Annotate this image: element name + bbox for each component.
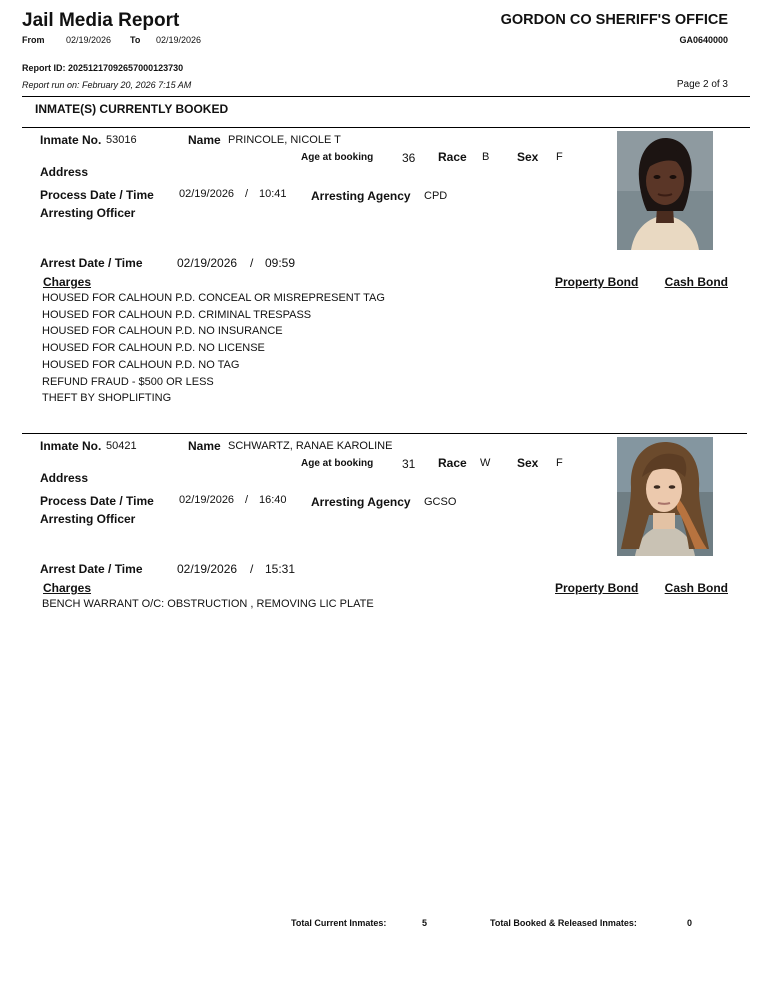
agency-code: GA0640000 xyxy=(679,35,728,45)
address-label: Address xyxy=(40,165,89,179)
race-label: Race xyxy=(438,150,467,164)
agency-label: Arresting Agency xyxy=(311,495,411,509)
from-label: From xyxy=(22,35,45,45)
cash-bond-heading: Cash Bond xyxy=(664,581,728,595)
charge-item: HOUSED FOR CALHOUN P.D. CONCEAL OR MISREPRESENT TAG xyxy=(42,292,385,304)
arrest-label: Arrest Date / Time xyxy=(40,562,143,576)
section-title: INMATE(S) CURRENTLY BOOKED xyxy=(35,102,229,116)
process-label: Process Date / Time xyxy=(40,494,154,508)
age-label: Age at booking xyxy=(301,458,374,469)
report-title: Jail Media Report xyxy=(22,10,180,31)
inmate-race: B xyxy=(482,151,490,163)
agency-name: GORDON CO SHERIFF'S OFFICE xyxy=(500,12,728,28)
report-id: Report ID: 20251217092657000123730 xyxy=(22,63,184,73)
inmate-sex: F xyxy=(556,151,563,163)
arrest-slash: / xyxy=(250,256,254,270)
charges-heading: Charges xyxy=(43,275,92,289)
record-divider xyxy=(22,433,747,434)
sex-label: Sex xyxy=(517,150,539,164)
charge-item: HOUSED FOR CALHOUN P.D. NO TAG xyxy=(42,358,240,371)
name-label: Name xyxy=(188,133,221,147)
inmate-number: 53016 xyxy=(106,134,137,146)
inmate-mugshot xyxy=(617,131,713,250)
inmate-name: PRINCOLE, NICOLE T xyxy=(228,134,341,146)
total-current-label: Total Current Inmates: xyxy=(291,918,387,928)
charge-item: BENCH WARRANT O/C: OBSTRUCTION , REMOVING LIC PLATE xyxy=(42,598,374,610)
charge-item: HOUSED FOR CALHOUN P.D. NO INSURANCE xyxy=(42,325,283,338)
total-released-value: 0 xyxy=(687,918,693,928)
inmate-no-label: Inmate No. xyxy=(40,439,102,453)
arrest-slash: / xyxy=(250,562,254,576)
inmate-number: 50421 xyxy=(106,440,137,452)
page-number: Page 2 of 3 xyxy=(676,79,728,90)
property-bond-heading: Property Bond xyxy=(555,581,639,595)
process-date: 02/19/2026 xyxy=(179,494,235,506)
arresting-agency: CPD xyxy=(424,190,448,202)
to-date: 02/19/2026 xyxy=(156,35,202,45)
inmate-age: 36 xyxy=(402,151,416,165)
agency-label: Arresting Agency xyxy=(311,189,411,203)
charge-item: HOUSED FOR CALHOUN P.D. NO LICENSE xyxy=(42,342,265,355)
arrest-time: 15:31 xyxy=(265,562,296,576)
age-label: Age at booking xyxy=(301,152,374,163)
section-divider xyxy=(22,127,750,128)
arrest-date: 02/19/2026 xyxy=(177,562,238,576)
process-slash: / xyxy=(245,188,249,200)
inmate-mugshot xyxy=(617,437,713,556)
race-label: Race xyxy=(438,456,467,470)
inmate-race: W xyxy=(480,457,491,469)
charges-list xyxy=(42,290,385,407)
process-date: 02/19/2026 xyxy=(179,188,235,200)
charge-item: REFUND FRAUD - $500 OR LESS xyxy=(42,375,214,388)
sex-label: Sex xyxy=(517,456,539,470)
process-time: 16:40 xyxy=(259,494,287,506)
from-date: 02/19/2026 xyxy=(66,35,112,45)
name-label: Name xyxy=(188,439,221,453)
arrest-date: 02/19/2026 xyxy=(177,256,238,270)
officer-label: Arresting Officer xyxy=(40,206,136,220)
charges-heading: Charges xyxy=(43,581,92,595)
inmate-name: SCHWARTZ, RANAE KAROLINE xyxy=(228,440,393,452)
arresting-agency: GCSO xyxy=(424,496,457,508)
to-label: To xyxy=(130,35,141,45)
process-slash: / xyxy=(245,494,249,506)
inmate-no-label: Inmate No. xyxy=(40,133,102,147)
report-run-on: Report run on: February 20, 2026 7:15 AM xyxy=(22,80,192,90)
address-label: Address xyxy=(40,471,89,485)
total-released-label: Total Booked & Released Inmates: xyxy=(490,918,637,928)
arrest-time: 09:59 xyxy=(265,256,296,270)
inmate-age: 31 xyxy=(402,457,416,471)
charge-item: HOUSED FOR CALHOUN P.D. CRIMINAL TRESPASS xyxy=(42,308,312,321)
officer-label: Arresting Officer xyxy=(40,512,136,526)
process-time: 10:41 xyxy=(259,188,287,200)
cash-bond-heading: Cash Bond xyxy=(664,275,728,289)
charges-list xyxy=(42,596,374,613)
property-bond-heading: Property Bond xyxy=(555,275,639,289)
total-current-value: 5 xyxy=(422,918,428,928)
arrest-label: Arrest Date / Time xyxy=(40,256,143,270)
process-label: Process Date / Time xyxy=(40,188,154,202)
charge-item: THEFT BY SHOPLIFTING xyxy=(42,392,172,405)
inmate-sex: F xyxy=(556,457,563,469)
header-divider xyxy=(22,96,750,97)
